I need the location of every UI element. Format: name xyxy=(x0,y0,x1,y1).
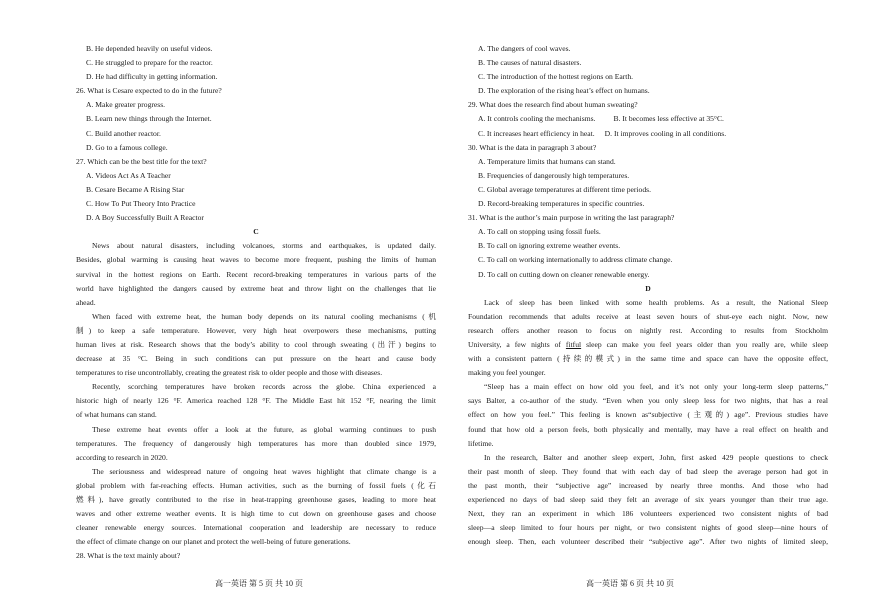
passage-d-paragraph-1 xyxy=(468,296,828,381)
text-line: lifetime. xyxy=(468,438,494,448)
passage-d-paragraph-2 xyxy=(468,380,828,450)
option-line: A. Temperature limits that humans can stand. xyxy=(478,156,616,166)
text-line: 制) to keep a safe temperature. However, very high heat overpowers these mechanisms, putting xyxy=(76,325,436,335)
text-line: according to research in 2020. xyxy=(76,452,168,462)
option-row xyxy=(468,127,828,141)
option-line: C. To call on working internationally to address climate change. xyxy=(478,255,673,265)
text-line: their past month of sleep. They found that with each day of bad sleep the average person had got in xyxy=(468,466,828,476)
text-line: Recently, scorching temperatures have broken records across the globe. China experienced a xyxy=(92,382,436,392)
text-line: In the research, Balter and another sleep expert, John, first asked 429 people questions to check xyxy=(484,452,828,462)
text-line: temperatures to rise uncontrollably, creating the greatest risk to older people and those with diseases. xyxy=(76,368,383,378)
text-line: These extreme heat events offer a look at the future, as global warming continues to push xyxy=(92,424,436,434)
passage-c-paragraph-3 xyxy=(76,380,436,422)
passage-d-paragraph-3 xyxy=(468,451,828,550)
question-26-stem: 26. What is Cesare expected to do in the future? xyxy=(76,86,222,96)
text-line: the past month, their “subjective age” increased by nearly three months. And those who had xyxy=(468,480,828,490)
text-line: Besides, global warming is causing heat waves to become more frequent, pushing the limits of human xyxy=(76,255,436,265)
text-line: of what humans can stand. xyxy=(76,410,157,420)
option-line: A. To call on stopping using fossil fuels. xyxy=(478,227,601,237)
text-line: with a consistent pattern (持续的模式) in the same time and space can have the opposite effect, xyxy=(468,354,828,364)
text-line: making you feel younger. xyxy=(468,368,546,378)
option-line: A. It controls cooling the mechanisms. xyxy=(478,114,596,124)
left-page-column xyxy=(76,42,436,563)
text-line: News about natural disasters, including volcanoes, storms and earthquakes, is updated daily. xyxy=(92,241,436,251)
option-line: D. He had difficulty in getting information. xyxy=(86,72,218,82)
text-line: ahead. xyxy=(76,297,96,307)
text-line: sleep—a sleep limited to four hours per night, or two consistent nights of good sleep—nine hours of xyxy=(468,523,828,533)
passage-c-paragraph-4 xyxy=(76,423,436,465)
option-line: D. A Boy Successfully Built A Reactor xyxy=(86,213,204,223)
option-line: A. The dangers of cool waves. xyxy=(478,44,571,53)
option-line: D. Record-breaking temperatures in specific countries. xyxy=(478,199,645,209)
option-line: C. It increases heart efficiency in heat. xyxy=(478,128,595,138)
question-27-stem: 27. Which can be the best title for the text? xyxy=(76,156,207,166)
question-30-stem: 30. What is the data in paragraph 3 about? xyxy=(468,142,597,152)
text-line: effect on how you feel.” This feeling is known as“subjective (主观的) age”. Previous studies have xyxy=(468,410,828,420)
option-line: B. To call on ignoring extreme weather events. xyxy=(478,241,621,251)
right-page-column xyxy=(468,42,828,549)
passage-c-paragraph-2 xyxy=(76,310,436,380)
option-line: C. He struggled to prepare for the reactor. xyxy=(86,58,213,68)
option-line: A. Make greater progress. xyxy=(86,100,166,110)
question-29-stem: 29. What does the research find about human sweating? xyxy=(468,100,638,110)
option-line: B. The causes of natural disasters. xyxy=(478,58,582,68)
text-line: found that how old a person feels, both physically and mentally, may have a real effect on health and xyxy=(468,424,828,434)
page-footer-right: 高一英语 第 6 页 共 10 页 xyxy=(586,579,674,588)
section-d-title: D xyxy=(645,283,651,293)
option-line: B. Learn new things through the Internet. xyxy=(86,114,212,124)
text-line: world have highlighted the dangers caused by extreme heat and throw light on the challenges that lie xyxy=(76,283,436,293)
text-line: Next, they ran an experiment in which 186 volunteers experienced two consistent nights of bad xyxy=(468,509,828,519)
text-line: decrease at 35 °C. Being in such conditions can put pressure on the heart and cause body xyxy=(76,354,436,364)
text-line: historic high of nearly 126 °F. America reached 128 °F. The Middle East hit 152 °F, nearing the limit xyxy=(76,396,436,406)
text-line: cleaner renewable energy sources. International cooperation and leadership are necessary to reduce xyxy=(76,523,436,533)
text-line: experienced no days of bad sleep said they felt an average of six years younger than their true age. xyxy=(468,495,828,504)
text-line: Lack of sleep has been linked with some health problems. As a result, the National Sleep xyxy=(484,297,828,307)
option-line: C. How To Put Theory Into Practice xyxy=(86,199,196,209)
underlined-word: fitful xyxy=(565,339,582,349)
text-line: global problem with far-reaching effects. Human activities, such as the burning of fossil fuels (化石 xyxy=(76,480,436,490)
option-row xyxy=(468,112,828,126)
text-line: When faced with extreme heat, the human body depends on its natural cooling mechanisms (机 xyxy=(92,311,436,321)
option-line: D. The exploration of the rising heat’s effect on humans. xyxy=(478,86,650,96)
text-line: “Sleep has a main effect on how old you feel, and it’s not only your long-term sleep patterns,” xyxy=(484,382,828,392)
option-line: D. Go to a famous college. xyxy=(86,142,168,152)
text-line: Foundation recommends that adults receive at least seven hours of shut-eye each night. Now, new xyxy=(468,311,828,321)
option-line: C. Build another reactor. xyxy=(86,128,161,138)
text-line: human lives at risk. Research shows that the body’s ability to cool through sweating (出汗) begins to xyxy=(76,339,436,349)
text-fragment: sleep can make you feel years older than you really are, while sleep xyxy=(581,339,828,349)
text-line: 燃料), have greatly contributed to the rise in heat-trapping greenhouse gases, leading to more heat xyxy=(76,495,436,504)
option-line: A. Videos Act As A Teacher xyxy=(86,170,171,180)
option-line: C. The introduction of the hottest regions on Earth. xyxy=(478,72,634,82)
text-line: says Balter, a co-author of the study. “Even when you only sleep less for two nights, that has a real xyxy=(468,396,828,406)
option-line: B. Frequencies of dangerously high temperatures. xyxy=(478,170,630,180)
page-footer-left: 高一英语 第 5 页 共 10 页 xyxy=(215,579,303,588)
text-line: survival in the hottest regions on Earth. Recent record-breaking temperatures in various parts of the xyxy=(76,269,436,279)
text-line: enough sleep. Then, each volunteer described their “subjective age”. After two nights of limited sleep, xyxy=(468,537,828,547)
question-28-stem: 28. What is the text mainly about? xyxy=(76,551,181,561)
text-line: research offers another reason to focus on nightly rest. According to results from Stockholm xyxy=(468,325,828,335)
text-line: the effect of climate change on our planet and protect the well-being of future generations. xyxy=(76,537,351,547)
text-line: The seriousness and widespread nature of ongoing heat waves highlight that climate change is a xyxy=(92,466,436,476)
option-line: B. He depended heavily on useful videos. xyxy=(86,44,213,53)
passage-c-paragraph-5 xyxy=(76,465,436,550)
passage-c-paragraph-1 xyxy=(76,239,436,309)
question-31-stem: 31. What is the author’s main purpose in writing the last paragraph? xyxy=(468,213,675,223)
option-line: B. Cesare Became A Rising Star xyxy=(86,184,185,194)
option-line: D. To call on cutting down on cleaner renewable energy. xyxy=(478,269,650,279)
text-line: waves and other extreme weather events. It is high time to cut down on greenhouse gases and choose xyxy=(76,509,436,519)
text-line xyxy=(468,338,828,352)
option-line: D. It improves cooling in all conditions. xyxy=(604,128,727,138)
option-line: B. It becomes less effective at 35°C. xyxy=(613,114,724,124)
section-c-title: C xyxy=(253,227,259,237)
text-fragment: University, a few nights of xyxy=(468,339,566,349)
text-line: temperatures. The frequency of dangerously high temperatures has more than doubled since 1979, xyxy=(76,438,436,448)
option-line: C. Global average temperatures at different time periods. xyxy=(478,184,651,194)
